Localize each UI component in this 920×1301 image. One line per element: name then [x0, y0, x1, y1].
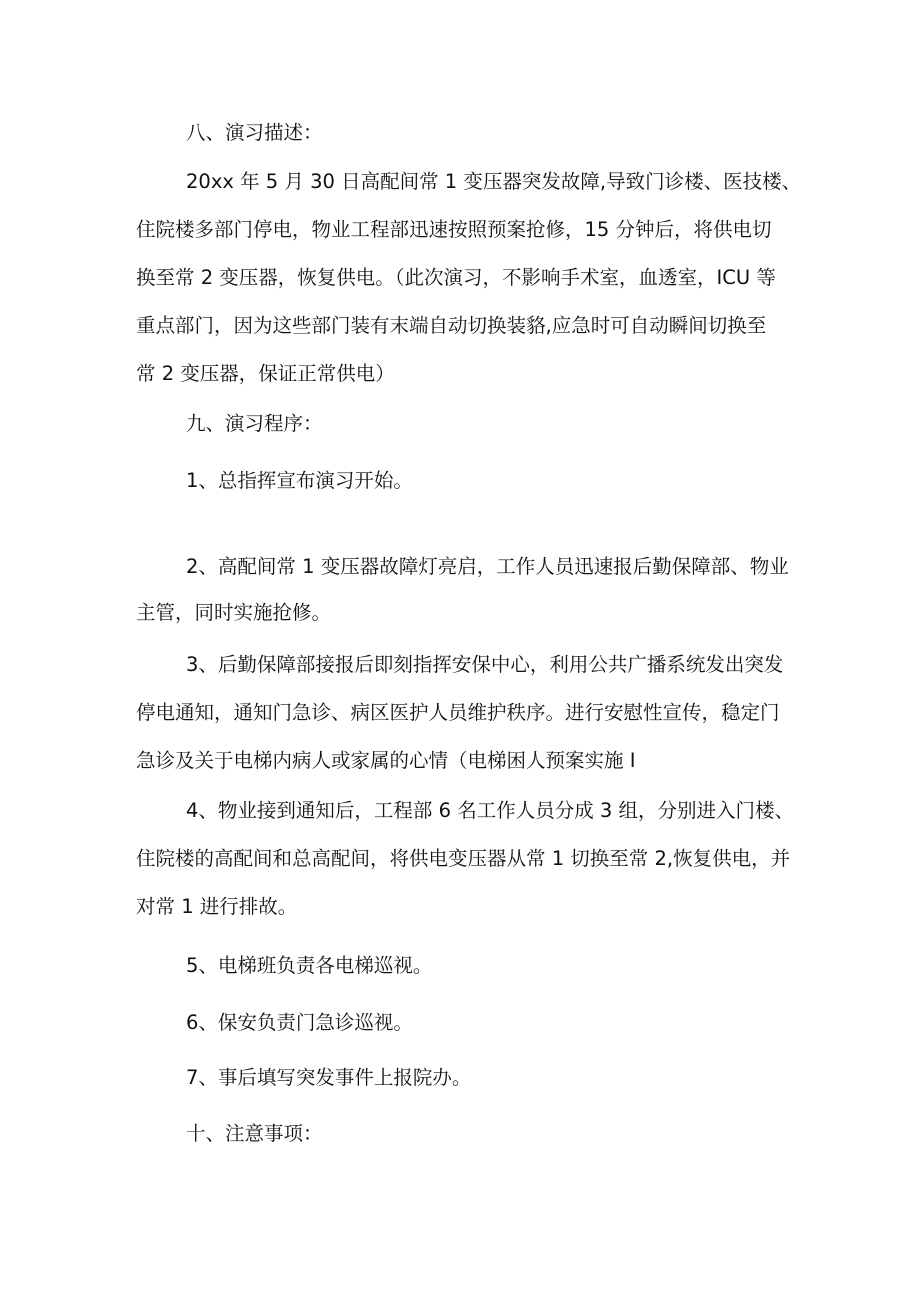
procedure-step-3-line-1: 3、后勤保障部接报后即刻指挥安保中心，利用公共广播系统发出突发 [186, 653, 784, 676]
procedure-step-2-line-2: 主管，同时实施抢修。 [136, 601, 332, 624]
procedure-step-7-line-1: 7、事后填写突发事件上报院办。 [186, 1066, 472, 1089]
section-heading-precautions: 十、注意事项： [186, 1122, 323, 1145]
procedure-step-3-line-2: 停电通知，通知门急诊、病区医护人员维护秩序。进行安慰性宣传，稳定门 [136, 701, 780, 724]
procedure-step-3-line-3: 急诊及关于电梯内病人或家属的心情（电梯困人预案实施 I [136, 749, 636, 772]
description-line-1: 20xx 年 5 月 30 日高配间常 1 变压器突发故障,导致门诊楼、医技楼、 [186, 170, 802, 193]
description-line-3: 换至常 2 变压器，恢复供电。（此次演习，不影响手术室，血透室，ICU 等 [136, 266, 776, 289]
procedure-step-4-line-3: 对常 1 进行排故。 [136, 895, 298, 918]
description-line-2: 住院楼多部门停电，物业工程部迅速按照预案抢修，15 分钟后，将供电切 [136, 218, 772, 241]
description-line-5: 常 2 变压器，保证正常供电） [136, 362, 395, 385]
procedure-step-6-line-1: 6、保安负责门急诊巡视。 [186, 1011, 413, 1034]
description-line-4: 重点部门，因为这些部门装有末端自动切换装貉,应急时可自动瞬间切换至 [136, 314, 767, 337]
section-heading-drill-description: 八、演习描述： [186, 121, 323, 144]
procedure-step-4-line-1: 4、物业接到通知后，工程部 6 名工作人员分成 3 组，分别进入门楼、 [186, 799, 795, 822]
procedure-step-4-line-2: 住院楼的高配间和总高配间，将供电变压器从常 1 切换至常 2,恢复供电，并 [136, 847, 791, 870]
procedure-step-1-line-1: 1、总指挥宣布演习开始。 [186, 469, 413, 492]
procedure-step-5-line-1: 5、电梯班负责各电梯巡视。 [186, 954, 433, 977]
section-heading-drill-procedure: 九、演习程序： [186, 412, 323, 435]
procedure-step-2-line-1: 2、高配间常 1 变压器故障灯亮启，工作人员迅速报后勤保障部、物业 [186, 555, 789, 578]
